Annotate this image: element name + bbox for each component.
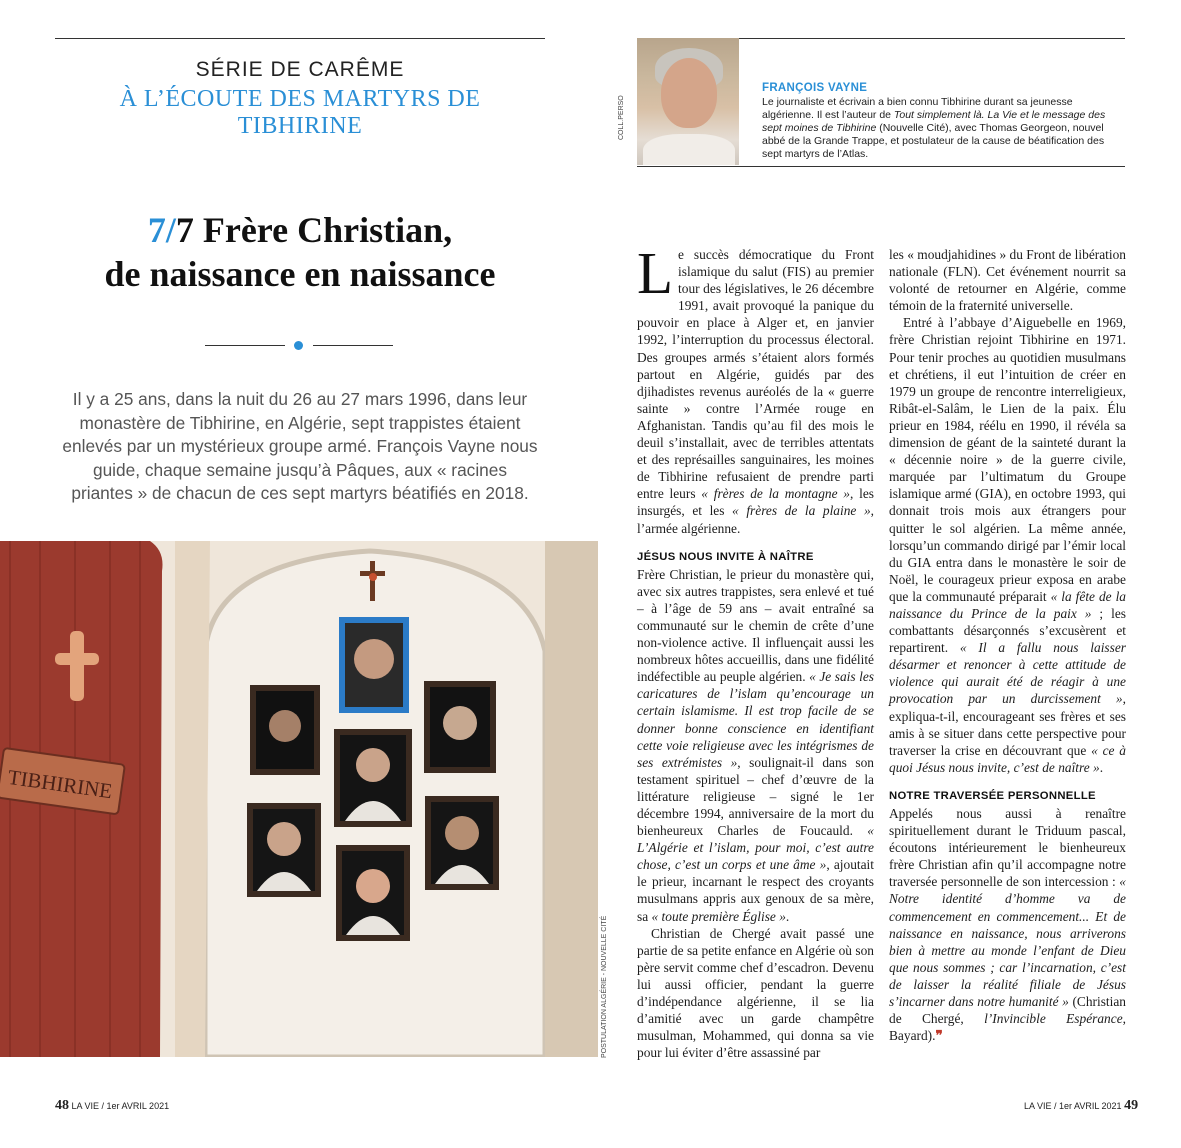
paragraph-1: Le succès démocratique du Front islamique du salut (FIS) au premier tour des législatives, le 26 décembre 1991, avait provoqué la panique du pouvoir en place à Alger et, en janvier 1992, l’interruption du processus électoral. Des groupes armés s’étaient alors formés partout en Algérie, guidés par des djihadistes revenus auréolés de la « guerre sainte » contre l’Armée rouge en Afghanistan. Tandis qu’au fil des mois le deuil s’installait, avec de terribles attentats et des représailles sanguinaires, les moines de Tibhirine refusaient de prendre parti entre leurs « frères de la montagne », les insurgés, et les « frères de la plaine », l’armée algérienne. bbox=[637, 240, 874, 536]
page-number-right: 49 bbox=[1124, 1098, 1139, 1113]
author-photo bbox=[637, 38, 739, 165]
top-rule bbox=[55, 38, 545, 39]
author-bio: Le journaliste et écrivain a bien connu Tibhirine durant sa jeunesse algérienne. Il est l’auteur de Tout simplement là. La Vie et le message des sept moines de Tibhirine (Nouvelle Cité), avec Thomas Georgeon, nouvel abbé de la Grande Trappe, et postulateur de la cause de béatification des sept martyrs de l’Atlas. bbox=[762, 96, 1106, 160]
divider-dot bbox=[294, 341, 303, 350]
paragraph-5: Entré à l’abbaye d’Aiguebelle en 1969, frère Christian rejoint Tibhirine en 1971. Pour tenir proches au quotidien musulmans et chrétiens, il eut l’intuition de créer en 1979 un groupe de rencontre interreligieux, Ribât-el-Salâm, le Lien de la paix. Élu prieur en 1984, réélu en 1990, il révéla sa dimension de géant de la sainteté durant la « décennie noire » de la guerre civile, marquée par l’ultimatum du Groupe islamique armé (GIA), en octobre 1993, qui donnait trois mois aux étrangers pour quitter le sol algérien. La même année, lorsqu’un commando dirigé par l’émir local du GIA entra dans le monastère le soir de Noël, le courageux prieur exposa en arabe que la communauté préparait « la fête de la naissance du Prince de la paix » ; les combattants désarçonnés s’excusèrent et repartirent. « Il a fallu nous laisser désarmer et renoncer à cette attitude de violence qui aurait été de réagir à une provocation par un durcissement », expliqua-t-il, encourageant ses frères et ses amis à se situer dans cette perspective pour traverser la crise en découvrant que « ce à quoi Jésus nous invite, c’est de naître ». bbox=[889, 315, 1126, 775]
paragraph-4: les « moudjahidines » du Front de libération nationale (FLN). Cet événement nourrit sa volonté de retourner en Algérie, comme témoin de la fraternité universelle. bbox=[889, 247, 1126, 314]
divider-right bbox=[313, 345, 393, 346]
paragraph-6: Appelés nous aussi à renaître spirituellement durant le Triduum pascal, écoutons intérieurement le bienheureux frère Christian afin qu’il accompagne notre traversée personnelle de son intercession : « Notre identité d’homme va de commencement en commencement... Et de naissance en naissance, nous arriverons bien à mettre au monde l’enfant de Dieu que nous sommes ; car l’incarnation, c’est de laisser la réalité filiale de Jésus s’incarner dans notre humanité » (Christian de Chergé, l’Invincible Espérance, Bayard).❞ bbox=[889, 806, 1126, 1044]
footer-right: LA VIE / 1er AVRIL 2021 49 bbox=[1024, 1098, 1139, 1113]
drop-cap: L bbox=[637, 240, 674, 306]
article-column-2 bbox=[889, 246, 1126, 1044]
paragraph-2: Frère Christian, le prieur du monastère qui, avec six autres trappistes, sera enlevé et tué – à l’âge de 59 ans – avait entraîné sa communauté sur le chemin de crête d’une non-violence active. Il influençait aussi les nombreux hôtes accueillis, dans une fidélité indéfectible au peuple algérien. « Je sais les caricatures de l’islam qu’encourage un certain islamisme. Il est trop facile de se donner bonne conscience en identifiant cette voie religieuse avec les intégrismes de ses extrémistes », soulignait-il dans son testament spirituel – chef d’œuvre de la littérature religieuse – signé le 1er décembre 1994, anniversaire de la mort du bienheureux Charles de Foucauld. « L’Algérie et l’islam, pour moi, c’est autre chose, c’est un corps et une âme », ajoutait le prieur, incarnant le respect des croyants musulmans appris aux genoux de sa mère, sa « toute première Église ». bbox=[637, 566, 875, 924]
photo-illustration bbox=[0, 541, 598, 1057]
series-title: À L’ÉCOUTE DES MARTYRS DE TIBHIRINE bbox=[119, 86, 481, 139]
page-number-left: 48 bbox=[55, 1098, 69, 1113]
author-name: FRANÇOIS VAYNE bbox=[762, 82, 868, 94]
article-column-1 bbox=[637, 240, 875, 1061]
article-title: 7/7 Frère Christian, de naissance en naissance bbox=[104, 210, 496, 294]
monastery-photo bbox=[0, 541, 598, 1057]
end-mark-icon: ❞ bbox=[935, 1028, 943, 1044]
paragraph-3: Christian de Chergé avait passé une partie de sa petite enfance en Algérie où son père servit comme chef d’escadron. Devenu lui aussi officier, pendant la guerre d’indépendance algérienne, il se lia d’amitié avec un garde champêtre musulman, Mohammed, qui donna sa vie pour lui éviter d’être assassiné par bbox=[637, 925, 874, 1061]
subheading-2: NOTRE TRAVERSÉE PERSONNELLE bbox=[889, 789, 1096, 802]
door-sign-text: TIBHIRINE bbox=[6, 764, 114, 804]
series-label: SÉRIE DE CARÊME bbox=[195, 58, 405, 81]
author-photo-credit: COLL.PERSO bbox=[618, 95, 625, 140]
divider-left bbox=[205, 345, 285, 346]
footer-left: 48 LA VIE / 1er AVRIL 2021 bbox=[55, 1098, 170, 1113]
subheading-1: JÉSUS NOUS INVITE À NAÎTRE bbox=[637, 550, 814, 563]
photo-credit: POSTULATION ALGÉRIE - NOUVELLE CITÉ bbox=[601, 915, 608, 1058]
article-intro: Il y a 25 ans, dans la nuit du 26 au 27 mars 1996, dans leur monastère de Tibhirine, en Algérie, sept trappistes étaient enlevés par un mystérieux groupe armé. François Vayne nous guide, chaque semaine jusqu’à Pâques, aux « racines priantes » de chacun de ces sept martyrs béatifiés en 2018. bbox=[62, 389, 538, 503]
